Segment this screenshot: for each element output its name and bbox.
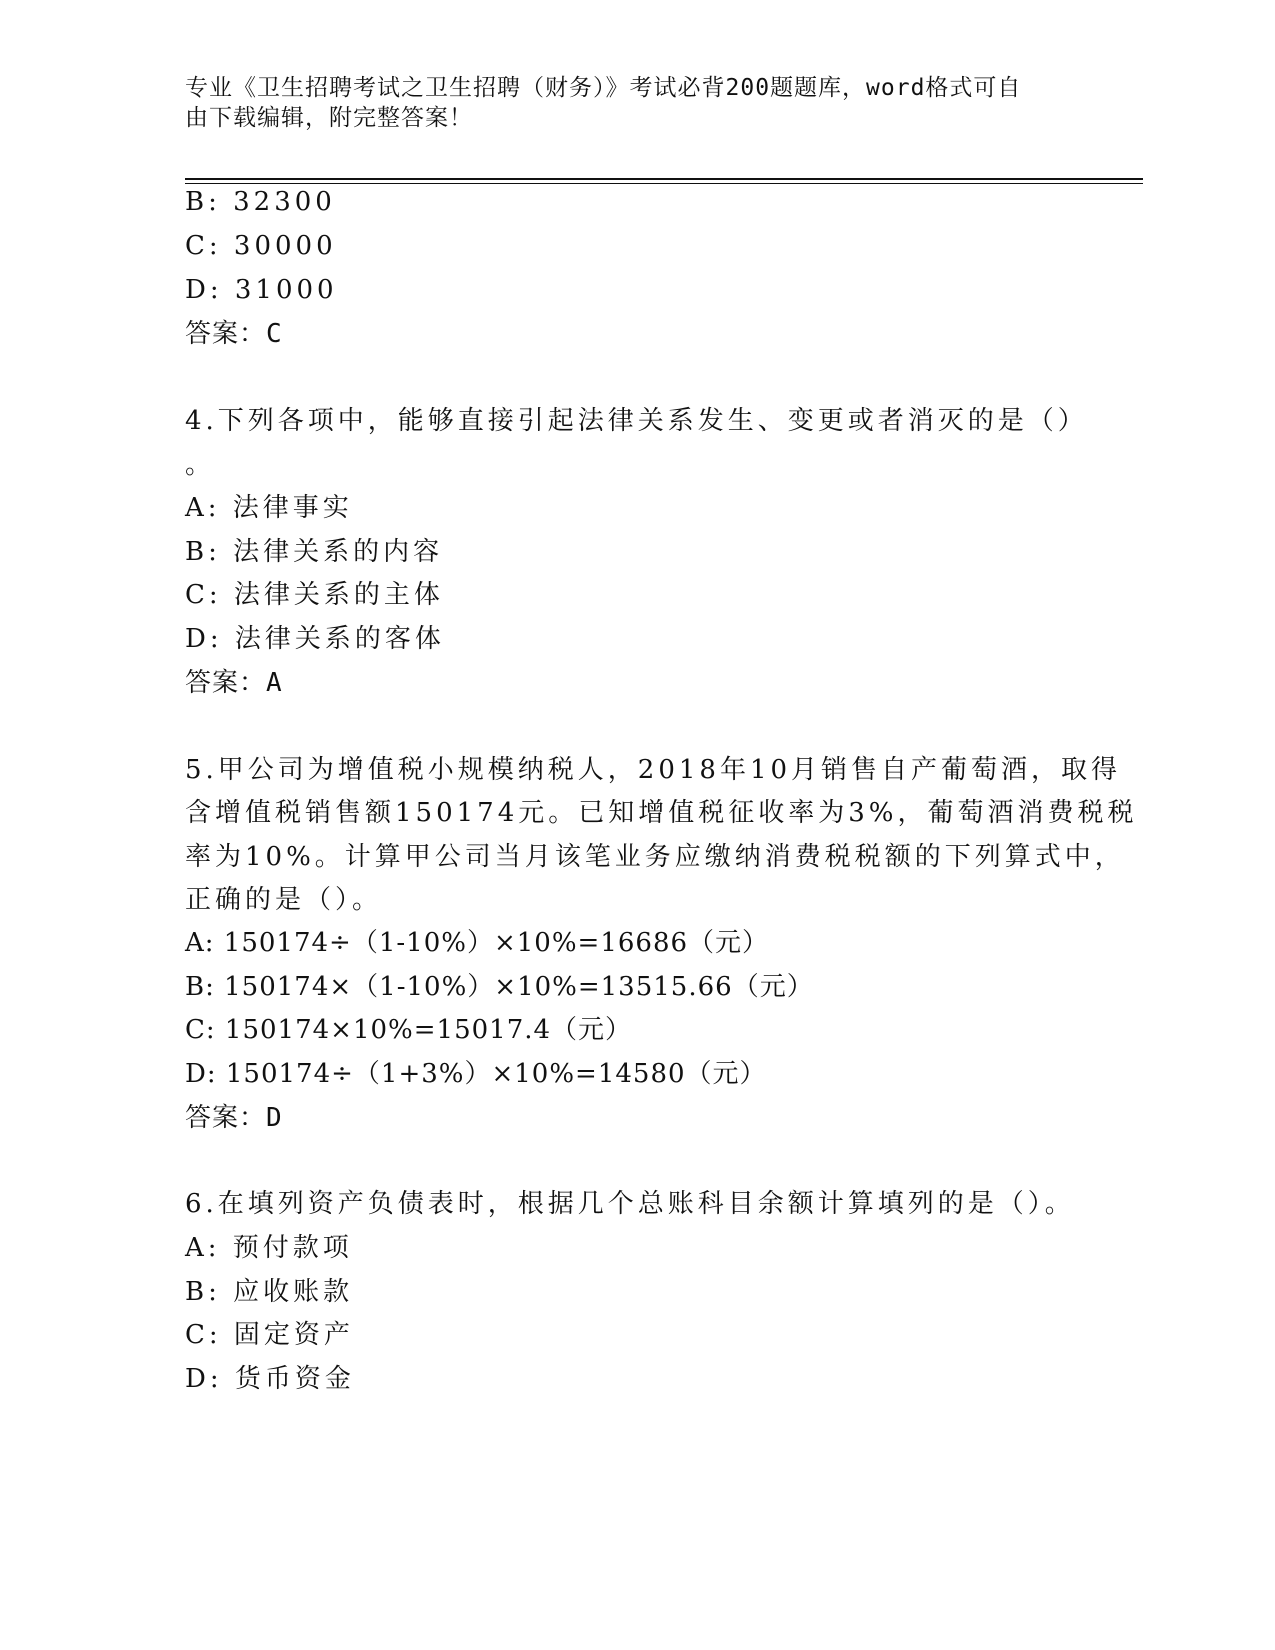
q6-option-b: B: 应收账款 bbox=[185, 1277, 354, 1307]
q5-answer: 答案：D bbox=[185, 1103, 283, 1133]
q4-stem-line-1: 4.下列各项中，能够直接引起法律关系发生、变更或者消灭的是（） bbox=[185, 406, 1088, 436]
q5-stem-line-2: 含增值税销售额150174元。已知增值税征收率为3%，葡萄酒消费税税 bbox=[185, 798, 1138, 828]
q5-stem-line-4: 正确的是（）。 bbox=[185, 885, 383, 915]
header-line-1: 专业《卫生招聘考试之卫生招聘（财务）》考试必背200题题库，word格式可自 bbox=[185, 75, 1022, 101]
q5-option-c: C: 150174×10%=15017.4（元） bbox=[185, 1015, 633, 1045]
q5-option-a: A: 150174÷（1-10%）×10%=16686（元） bbox=[185, 928, 770, 958]
q6-option-a: A: 预付款项 bbox=[185, 1233, 353, 1263]
q4-option-c: C: 法律关系的主体 bbox=[185, 580, 444, 610]
q3-option-d: D: 31000 bbox=[185, 275, 338, 305]
q4-option-d: D: 法律关系的客体 bbox=[185, 624, 445, 654]
q6-stem-line-1: 6.在填列资产负债表时，根据几个总账科目余额计算填列的是（）。 bbox=[185, 1189, 1075, 1219]
q4-option-b: B: 法律关系的内容 bbox=[185, 537, 444, 567]
q6-option-c: C: 固定资产 bbox=[185, 1320, 354, 1350]
q3-answer: 答案：C bbox=[185, 319, 283, 349]
q5-option-b: B: 150174×（1-10%）×10%=13515.66（元） bbox=[185, 972, 814, 1002]
q5-option-d: D: 150174÷（1+3%）×10%=14580（元） bbox=[185, 1059, 767, 1089]
q4-stem-line-2: 。 bbox=[185, 450, 216, 480]
q3-option-c: C: 30000 bbox=[185, 231, 337, 261]
q4-option-a: A: 法律事实 bbox=[185, 493, 353, 523]
header-divider-thick bbox=[185, 178, 1143, 180]
header-line-2: 由下载编辑，附完整答案！ bbox=[185, 105, 473, 131]
header-divider-thin bbox=[185, 183, 1143, 184]
q6-option-d: D: 货币资金 bbox=[185, 1364, 355, 1394]
q4-answer: 答案：A bbox=[185, 668, 283, 698]
document-header bbox=[185, 73, 1065, 133]
q3-option-b: B: 32300 bbox=[185, 187, 336, 217]
q5-stem-line-1: 5.甲公司为增值税小规模纳税人，2018年10月销售自产葡萄酒，取得 bbox=[185, 755, 1122, 785]
q5-stem-line-3: 率为10%。计算甲公司当月该笔业务应缴纳消费税税额的下列算式中， bbox=[185, 842, 1125, 872]
